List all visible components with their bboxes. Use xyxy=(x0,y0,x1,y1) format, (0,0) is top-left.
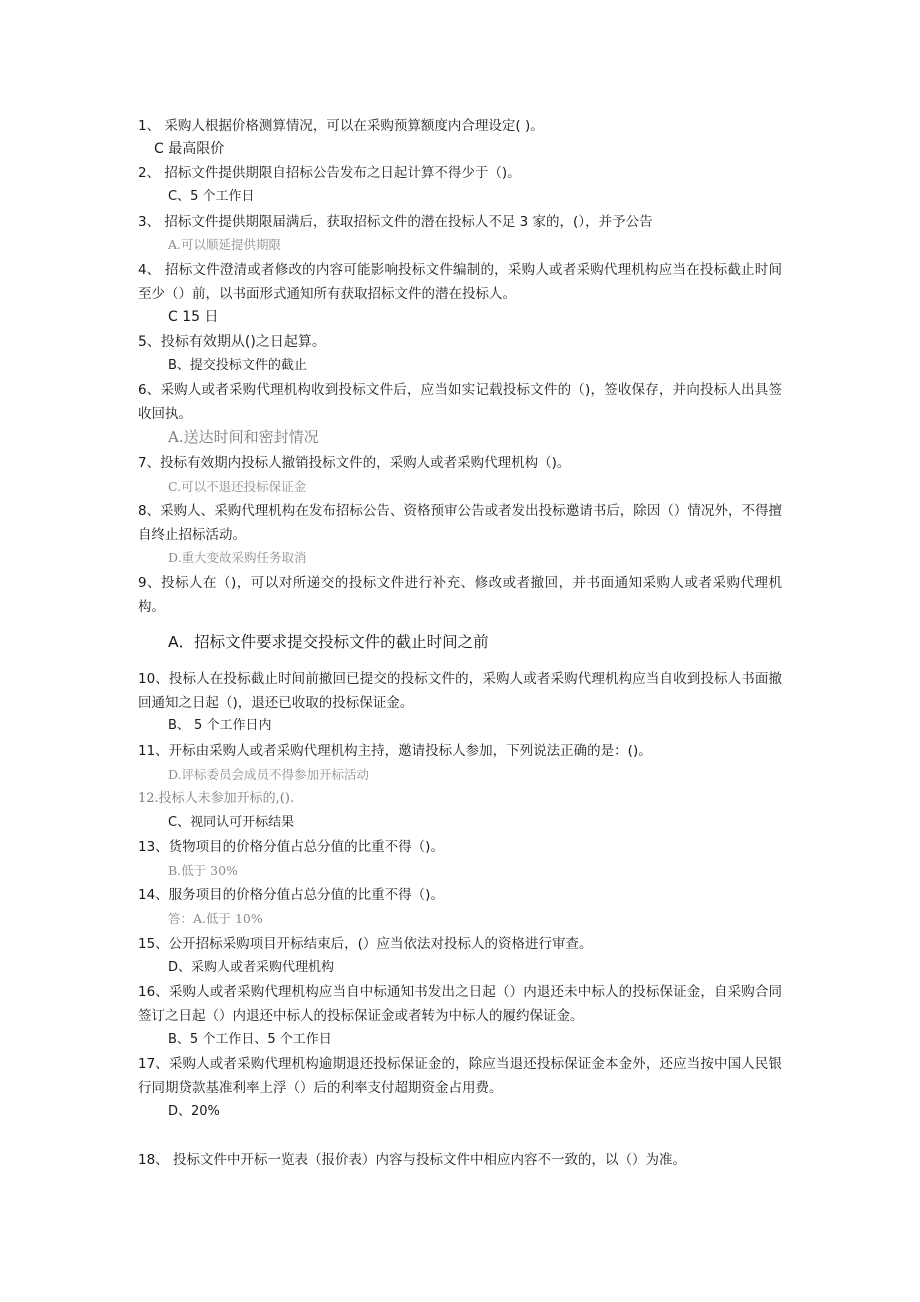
answer-11: D.评标委员会成员不得参加开标活动 xyxy=(168,767,370,782)
answer-12: C、视同认可开标结果 xyxy=(168,815,295,830)
answer-15: D、采购人或者采购代理机构 xyxy=(168,960,335,975)
answer-7: C.可以不退还投标保证金 xyxy=(168,479,307,494)
question-14: 14、服务项目的价格分值占总分值的比重不得（)。 xyxy=(138,887,444,903)
question-10: 10、投标人在投标截止时间前撤回已提交的投标文件的，采购人或者采购代理机构应当自收到投标人书面撤回通知之日起（)，退还已收取的投标保证金。 xyxy=(138,671,782,711)
question-4: 4、 招标文件澄清或者修改的内容可能影响投标文件编制的，采购人或者采购代理机构应当在投标截止时间至少（）前，以书面形式通知所有获取招标文件的潜在投标人。 xyxy=(138,262,782,302)
answer-6: A.送达时间和密封情况 xyxy=(168,428,319,446)
answer-9: A．招标文件要求提交投标文件的截止时间之前 xyxy=(168,633,489,651)
question-5: 5、投标有效期从()之日起算。 xyxy=(138,334,326,350)
question-8: 8、采购人、采购代理机构在发布招标公告、资格预审公告或者发出投标邀请书后，除因（）情况外，不得擅自终止招标活动。 xyxy=(138,503,782,543)
answer-17: D、20% xyxy=(168,1104,220,1119)
question-6: 6、采购人或者采购代理机构收到投标文件后，应当如实记载投标文件的（)，签收保存，并向投标人出具签收回执。 xyxy=(138,382,782,422)
answer-4: C 15 日 xyxy=(168,309,219,325)
answer-1: C 最高限价 xyxy=(154,141,225,157)
answer-10: B、 5 个工作日内 xyxy=(168,718,272,733)
answer-14: 答：A.低于 10% xyxy=(168,911,263,926)
question-11: 11、开标由采购人或者采购代理机构主持，邀请投标人参加，下列说法正确的是：()。 xyxy=(138,743,652,759)
question-18: 18、 投标文件中开标一览表（报价表）内容与投标文件中相应内容不一致的，以（）为准。 xyxy=(138,1152,686,1168)
answer-13: B.低于 30% xyxy=(168,863,238,878)
answer-5: B、提交投标文件的截止 xyxy=(168,358,307,373)
question-9: 9、投标人在（)，可以对所递交的投标文件进行补充、修改或者撤回，并书面通知采购人或者采购代理机构。 xyxy=(138,575,782,615)
answer-8: D.重大变故采购任务取消 xyxy=(168,550,307,565)
question-12: 12.投标人未参加开标的,(). xyxy=(138,791,295,806)
question-7: 7、投标有效期内投标人撤销投标文件的，采购人或者采购代理机构（)。 xyxy=(138,455,571,471)
question-1: 1、 采购人根据价格测算情况，可以在采购预算额度内合理设定( )。 xyxy=(138,118,544,134)
question-13: 13、货物项目的价格分值占总分值的比重不得（)。 xyxy=(138,839,444,855)
question-15: 15、公开招标采购项目开标结束后，(）应当依法对投标人的资格进行审查。 xyxy=(138,936,593,952)
answer-16: B、5 个工作日、5 个工作日 xyxy=(168,1032,332,1047)
question-2: 2、 招标文件提供期限自招标公告发布之日起计算不得少于（)。 xyxy=(138,165,521,181)
answer-3: A.可以顺延提供期限 xyxy=(168,237,282,252)
question-17: 17、采购人或者采购代理机构逾期退还投标保证金的，除应当退还投标保证金本金外，还应当按中国人民银行同期贷款基准利率上浮（）后的利率支付超期资金占用费。 xyxy=(138,1056,782,1096)
answer-2: C、5 个工作日 xyxy=(168,189,255,204)
question-3: 3、 招标文件提供期限届满后，获取招标文件的潜在投标人不足 3 家的，(），并予公告 xyxy=(138,214,653,230)
question-16: 16、采购人或者采购代理机构应当自中标通知书发出之日起（）内退还未中标人的投标保证金，自采购合同签订之日起（）内退还中标人的投标保证金或者转为中标人的履约保证金。 xyxy=(138,984,782,1024)
